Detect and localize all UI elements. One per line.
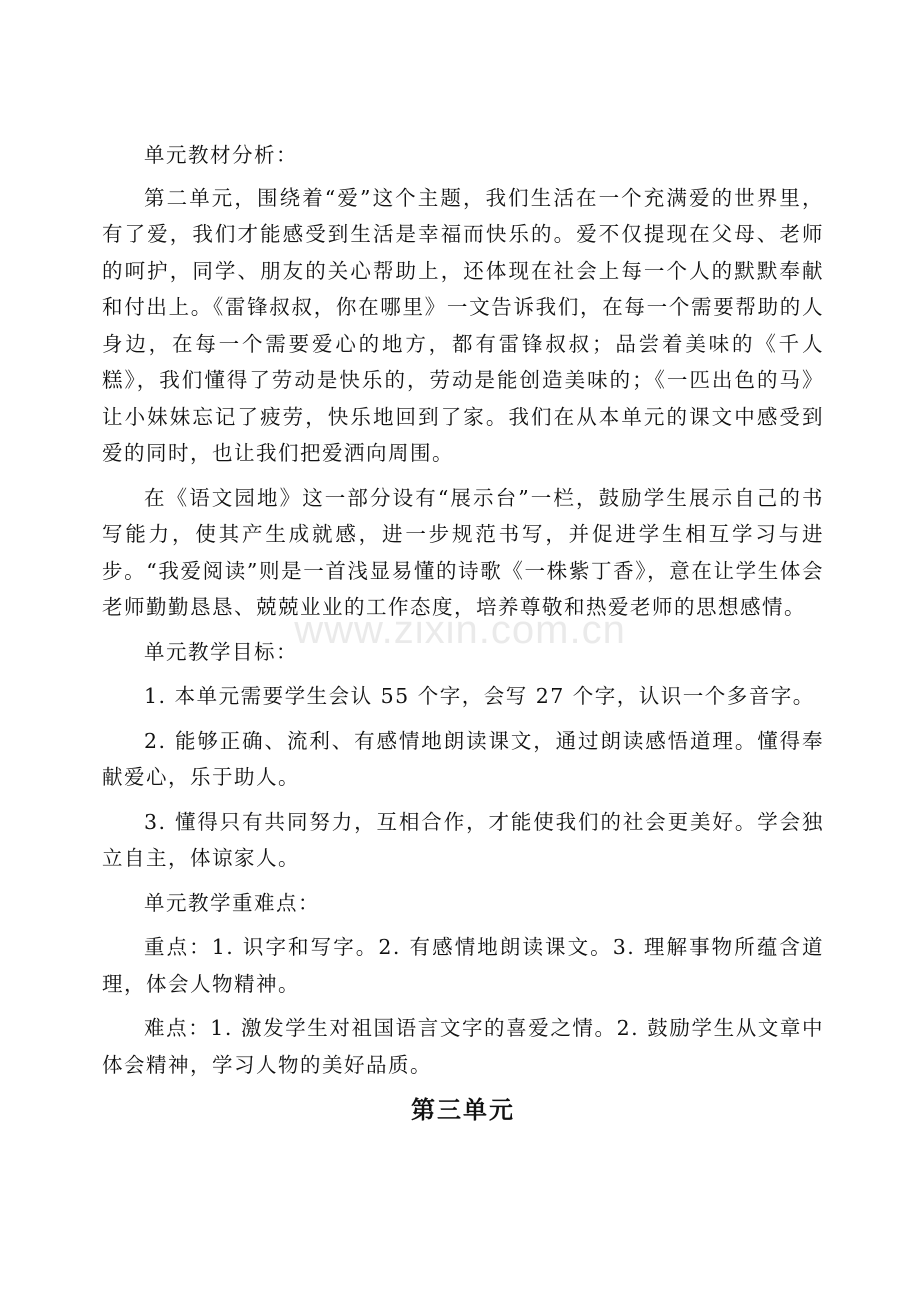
key-points-heading: 单元教学重难点： xyxy=(144,890,320,915)
goal-item-2: 2. 能够正确、流利、有感情地朗读课文，通过朗读感悟道理。懂得奉献爱心，乐于助人。 xyxy=(102,728,824,789)
analysis-paragraph-2: 在《语文园地》这一部分设有“展示台”一栏，鼓励学生展示自己的书写能力，使其产生成就感，进一步规范书写，并促进学生相互学习与进步。“我爱阅读”则是一首浅显易懂的诗歌《一株紫丁香》，意在让学生体会老师勤勤恳恳、兢兢业业的工作态度，培养尊敬和热爱老师的思想感情。 xyxy=(102,485,824,619)
key-points-paragraph: 重点：1. 识字和写字。2. 有感情地朗读课文。3. 理解事物所蕴含道理，体会人物精神。 xyxy=(102,935,824,996)
difficult-points-paragraph: 难点：1. 激发学生对祖国语言文字的喜爱之情。2. 鼓励学生从文章中体会精神，学习人物的美好品质。 xyxy=(102,1016,824,1077)
goal-item-3: 3. 懂得只有共同努力，互相合作，才能使我们的社会更美好。学会独立自主，体谅家人。 xyxy=(102,809,824,870)
goal-item-1: 1. 本单元需要学生会认 55 个字，会写 27 个字，认识一个多音字。 xyxy=(144,684,815,708)
analysis-heading: 单元教材分析： xyxy=(144,143,298,167)
goals-heading: 单元教学目标： xyxy=(144,639,298,664)
analysis-paragraph-1: 第二单元，围绕着“爱”这个主题，我们生活在一个充满爱的世界里，有了爱，我们才能感受到生活是幸福而快乐的。爱不仅提现在父母、老师的呵护，同学、朋友的关心帮助上，还体现在社会上每一个人的默默奉献和付出上。《雷锋叔叔，你在哪里》一文告诉我们，在每一个需要帮助的人身边，在每一个需要爱心的地方，都有雷锋叔叔；品尝着美味的《千人糕》，我们懂得了劳动是快乐的，劳动是能创造美味的；《一匹出色的马》让小妹妹忘记了疲劳，快乐地回到了家。我们在从本单元的课文中感受到爱的同时，也让我们把爱洒向周围。 xyxy=(102,185,824,465)
section-title: 第三单元 xyxy=(411,1095,515,1124)
document-body xyxy=(102,137,824,1129)
watermark-text: www.zixin.com.cn xyxy=(294,608,626,652)
